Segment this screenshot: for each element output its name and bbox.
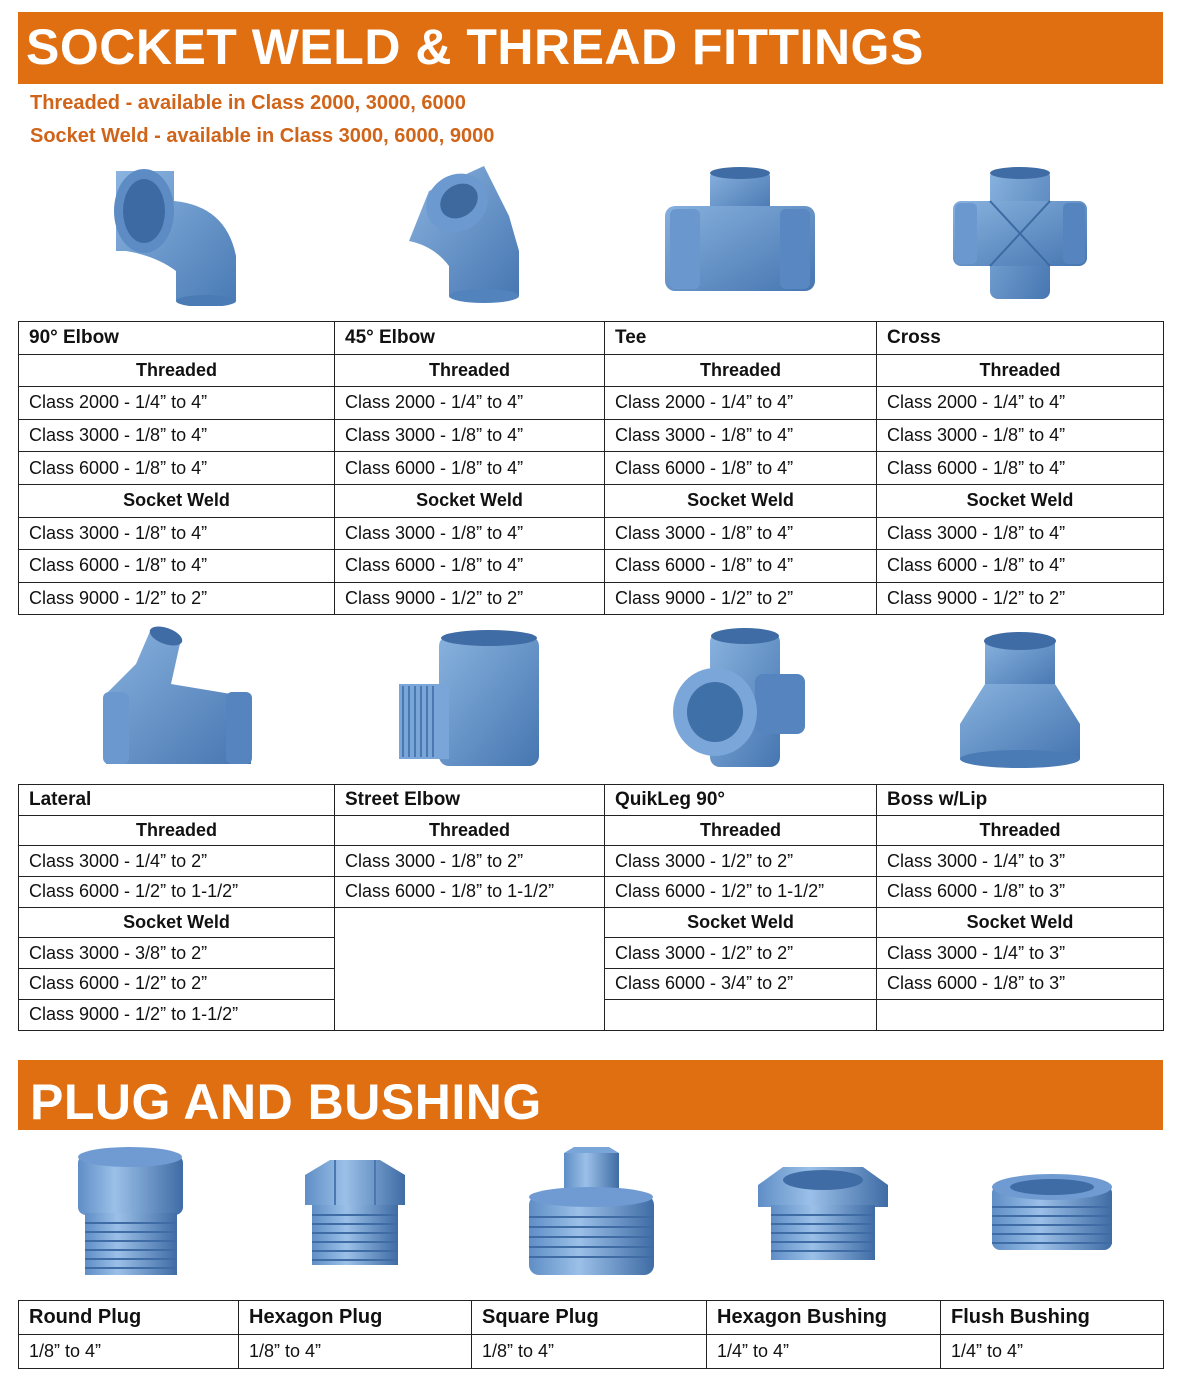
fitting-name: Lateral <box>19 785 335 816</box>
lateral-icon <box>18 620 334 778</box>
table-row <box>19 550 1164 583</box>
class-range: Class 3000 - 1/8” to 4” <box>19 419 335 452</box>
cross-icon <box>876 158 1163 308</box>
socket-weld-heading: Socket Weld <box>19 907 335 938</box>
threaded-heading: Threaded <box>605 815 877 846</box>
boss-with-lip-icon <box>876 620 1163 778</box>
class-range: Class 6000 - 1/2” to 1-1/2” <box>19 877 335 908</box>
socket-weld-heading: Socket Weld <box>19 484 335 517</box>
table-row <box>19 582 1164 615</box>
table-row <box>19 907 1164 938</box>
class-range: Class 6000 - 1/8” to 4” <box>605 452 877 485</box>
size-range: 1/4” to 4” <box>707 1335 941 1369</box>
class-range: Class 3000 - 3/8” to 2” <box>19 938 335 969</box>
class-range: Class 3000 - 1/8” to 4” <box>605 517 877 550</box>
fitting-name: 45° Elbow <box>335 322 605 355</box>
class-range: Class 2000 - 1/4” to 4” <box>19 387 335 420</box>
plug-name: Hexagon Bushing <box>707 1301 941 1335</box>
class-range: Class 3000 - 1/2” to 2” <box>605 938 877 969</box>
fitting-name: Tee <box>605 322 877 355</box>
plug-section-title: PLUG AND BUSHING <box>18 1060 1163 1130</box>
empty-cell <box>605 999 877 1030</box>
class-range: Class 3000 - 1/8” to 4” <box>335 419 605 452</box>
empty-cell <box>335 938 605 969</box>
class-range: Class 6000 - 1/8” to 4” <box>19 452 335 485</box>
fitting-name: Street Elbow <box>335 785 605 816</box>
table-row <box>19 785 1164 816</box>
table-row <box>19 387 1164 420</box>
class-range: Class 9000 - 1/2” to 2” <box>19 582 335 615</box>
threaded-heading: Threaded <box>877 815 1164 846</box>
table-row <box>19 938 1164 969</box>
elbow-90-icon <box>18 158 334 308</box>
socket-weld-heading: Socket Weld <box>335 484 605 517</box>
fitting-name: 90° Elbow <box>19 322 335 355</box>
plug-photos <box>18 1140 1163 1290</box>
socket-weld-heading: Socket Weld <box>605 484 877 517</box>
class-range: Class 3000 - 1/4” to 3” <box>877 846 1164 877</box>
class-range: Class 3000 - 1/8” to 4” <box>605 419 877 452</box>
top-fittings-photos <box>18 158 1163 308</box>
class-range: Class 6000 - 3/4” to 2” <box>605 969 877 1000</box>
table-row <box>19 1301 1164 1335</box>
socket-weld-heading: Socket Weld <box>605 907 877 938</box>
class-range: Class 3000 - 1/2” to 2” <box>605 846 877 877</box>
page-title: SOCKET WELD & THREAD FITTINGS <box>18 12 1163 84</box>
threaded-heading: Threaded <box>605 354 877 387</box>
round-plug-icon <box>18 1140 238 1290</box>
size-range: 1/8” to 4” <box>19 1335 239 1369</box>
class-range: Class 6000 - 1/8” to 4” <box>877 550 1164 583</box>
class-range: Class 6000 - 1/2” to 2” <box>19 969 335 1000</box>
socket-weld-heading: Socket Weld <box>877 484 1164 517</box>
size-range: 1/8” to 4” <box>239 1335 472 1369</box>
class-range: Class 6000 - 1/8” to 4” <box>335 550 605 583</box>
table-row <box>19 1335 1164 1369</box>
threaded-heading: Threaded <box>335 815 605 846</box>
size-range: 1/8” to 4” <box>472 1335 707 1369</box>
class-range: Class 9000 - 1/2” to 1-1/2” <box>19 999 335 1030</box>
class-range: Class 6000 - 1/8” to 4” <box>19 550 335 583</box>
class-range: Class 9000 - 1/2” to 2” <box>335 582 605 615</box>
table-row <box>19 815 1164 846</box>
class-range: Class 3000 - 1/8” to 4” <box>335 517 605 550</box>
plug-bushing-table <box>18 1300 1164 1369</box>
empty-cell <box>335 907 605 938</box>
empty-cell <box>877 999 1164 1030</box>
table-row <box>19 452 1164 485</box>
empty-cell <box>335 969 605 1000</box>
top-fittings-table <box>18 321 1164 615</box>
class-range: Class 6000 - 1/8” to 3” <box>877 877 1164 908</box>
table-row <box>19 322 1164 355</box>
threaded-heading: Threaded <box>877 354 1164 387</box>
table-row <box>19 846 1164 877</box>
socket-weld-availability: Socket Weld - available in Class 3000, 6000, 9000 <box>30 125 495 147</box>
elbow-45-icon <box>334 158 604 308</box>
table-row <box>19 484 1164 517</box>
class-range: Class 9000 - 1/2” to 2” <box>605 582 877 615</box>
class-range: Class 6000 - 1/8” to 4” <box>335 452 605 485</box>
class-range: Class 3000 - 1/8” to 2” <box>335 846 605 877</box>
hexagon-bushing-icon <box>706 1140 940 1290</box>
tee-icon <box>604 158 876 308</box>
class-range: Class 6000 - 1/8” to 1-1/2” <box>335 877 605 908</box>
class-range: Class 2000 - 1/4” to 4” <box>335 387 605 420</box>
class-range: Class 6000 - 1/2” to 1-1/2” <box>605 877 877 908</box>
plug-name: Hexagon Plug <box>239 1301 472 1335</box>
threaded-heading: Threaded <box>19 815 335 846</box>
table-row <box>19 877 1164 908</box>
threaded-heading: Threaded <box>19 354 335 387</box>
quikleg-90-icon <box>604 620 876 778</box>
class-range: Class 2000 - 1/4” to 4” <box>605 387 877 420</box>
class-range: Class 6000 - 1/8” to 4” <box>605 550 877 583</box>
flush-bushing-icon <box>940 1140 1163 1290</box>
table-row <box>19 354 1164 387</box>
threaded-heading: Threaded <box>335 354 605 387</box>
middle-fittings-table <box>18 784 1164 1031</box>
class-range: Class 3000 - 1/8” to 4” <box>877 419 1164 452</box>
class-range: Class 2000 - 1/4” to 4” <box>877 387 1164 420</box>
table-row <box>19 999 1164 1030</box>
class-range: Class 3000 - 1/8” to 4” <box>19 517 335 550</box>
square-plug-icon <box>471 1140 706 1290</box>
hexagon-plug-icon <box>238 1140 471 1290</box>
class-range: Class 3000 - 1/8” to 4” <box>877 517 1164 550</box>
class-range: Class 3000 - 1/4” to 3” <box>877 938 1164 969</box>
empty-cell <box>335 999 605 1030</box>
threaded-availability: Threaded - available in Class 2000, 3000, 6000 <box>30 92 466 114</box>
plug-name: Round Plug <box>19 1301 239 1335</box>
plug-name: Flush Bushing <box>941 1301 1164 1335</box>
table-row <box>19 969 1164 1000</box>
middle-fittings-photos <box>18 620 1163 778</box>
socket-weld-heading: Socket Weld <box>877 907 1164 938</box>
fitting-name: Cross <box>877 322 1164 355</box>
class-range: Class 9000 - 1/2” to 2” <box>877 582 1164 615</box>
class-range: Class 6000 - 1/8” to 4” <box>877 452 1164 485</box>
fitting-name: Boss w/Lip <box>877 785 1164 816</box>
class-range: Class 3000 - 1/4” to 2” <box>19 846 335 877</box>
plug-name: Square Plug <box>472 1301 707 1335</box>
size-range: 1/4” to 4” <box>941 1335 1164 1369</box>
table-row <box>19 517 1164 550</box>
class-range: Class 6000 - 1/8” to 3” <box>877 969 1164 1000</box>
table-row <box>19 419 1164 452</box>
fitting-name: QuikLeg 90° <box>605 785 877 816</box>
street-elbow-icon <box>334 620 604 778</box>
